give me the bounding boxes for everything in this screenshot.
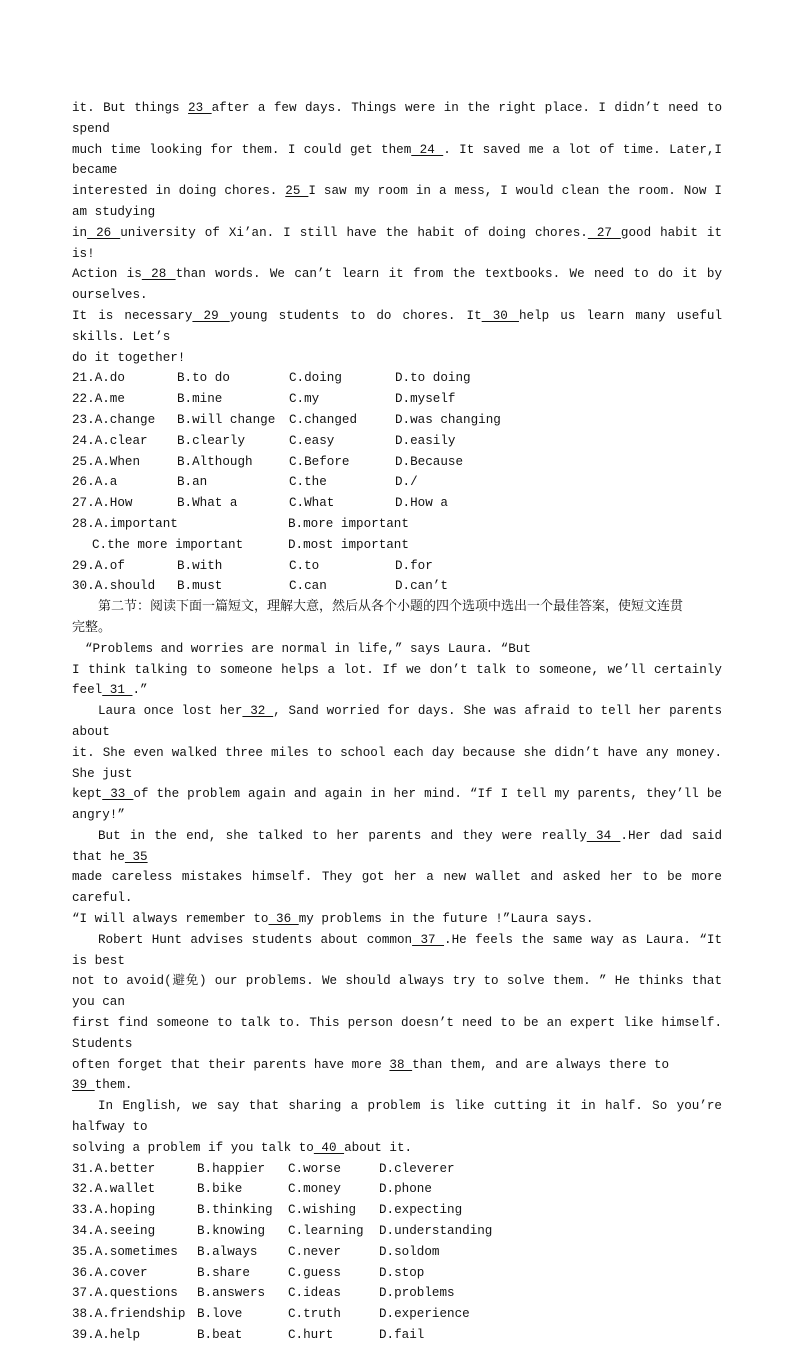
passage1-line: [72, 140, 722, 182]
text: them.: [94, 1078, 133, 1093]
question-row: [72, 389, 722, 410]
question-number: 33.: [72, 1203, 95, 1218]
option-d: D.stop: [379, 1265, 425, 1280]
option-b: B.will change: [177, 412, 276, 427]
text: young students to do chores. It: [229, 308, 482, 323]
option-a: A.do: [94, 371, 125, 386]
question-row: [72, 368, 722, 389]
option-d: D.expecting: [379, 1203, 463, 1218]
blank-29: 29: [192, 308, 230, 323]
text: I saw my room in a mess, I would clean the room. Now I am studying: [72, 184, 722, 219]
option-a: A.hoping: [94, 1203, 156, 1218]
question-row: [72, 1283, 722, 1304]
option-b: B.share: [197, 1265, 250, 1280]
option-c: C.money: [288, 1182, 341, 1197]
text: it. But things: [72, 101, 189, 115]
passage2-line: [72, 930, 722, 972]
text: .”: [132, 683, 148, 698]
option-c: C.What: [289, 496, 335, 511]
text: than them, and are always there to: [412, 1057, 670, 1072]
option-a: A.wallet: [94, 1182, 156, 1197]
blank-33: 33: [102, 787, 134, 802]
question-row: [72, 410, 722, 431]
option-b: B.knowing: [197, 1224, 266, 1239]
question-row: [72, 1179, 722, 1200]
option-b: B.an: [177, 475, 208, 490]
option-c: C.ideas: [288, 1286, 341, 1301]
question-number: 28.: [72, 516, 95, 531]
text: It is necessary: [72, 308, 193, 323]
text: of the problem again and again in her mind. “If I tell my parents, they’ll be angry!”: [72, 787, 722, 823]
question-row: [72, 1242, 722, 1263]
question-number: 36.: [72, 1265, 95, 1280]
passage2-line: [72, 909, 722, 930]
option-c: C.the more important: [92, 537, 244, 552]
option-a: A.clear: [94, 433, 148, 448]
blank-26: 26: [87, 225, 121, 240]
question-row: [72, 576, 722, 597]
blank-34: 34: [586, 828, 621, 843]
option-d: D.was changing: [395, 412, 501, 427]
option-c: C.changed: [289, 412, 358, 427]
question-number: 38.: [72, 1307, 95, 1322]
option-c: C.to: [289, 558, 320, 573]
text: . It saved me a lot of time. Later,I became: [72, 142, 722, 178]
passage2-line: [72, 701, 722, 743]
option-d: D.understanding: [379, 1224, 493, 1239]
option-d: D.for: [395, 558, 433, 573]
passage2-line: [72, 1075, 722, 1096]
option-b: B.beat: [197, 1328, 243, 1343]
option-c: C.learning: [288, 1224, 364, 1239]
question-row: [72, 493, 722, 514]
question-row: [72, 1221, 722, 1242]
option-b: B.love: [197, 1307, 243, 1322]
text: kept: [72, 787, 103, 802]
passage2-line: [72, 1138, 722, 1159]
text: “I will always remember to: [72, 912, 269, 927]
passage1-line: [72, 306, 722, 348]
option-b: B.answers: [197, 1286, 266, 1301]
passage2-line: [72, 867, 722, 909]
passage2-line: [72, 784, 722, 826]
option-b: B.thinking: [197, 1203, 273, 1218]
question-row-cont: [72, 535, 722, 556]
passage2-line: [72, 826, 722, 868]
option-c: C.worse: [288, 1161, 341, 1176]
passage1-line: [72, 223, 722, 265]
option-b: B.Although: [177, 454, 253, 469]
passage2-line: not to avoid(避免) our problems. We should always try to solve them. ” He thinks that you can: [72, 974, 722, 1010]
option-c: C.wishing: [288, 1203, 357, 1218]
blank-39: 39: [72, 1078, 95, 1093]
option-c: C.truth: [288, 1307, 341, 1322]
blank-30: 30: [481, 308, 519, 323]
option-a: A.of: [94, 558, 125, 573]
question-number: 23.: [72, 412, 95, 427]
question-row: [72, 472, 722, 493]
option-a: A.change: [94, 412, 156, 427]
section-instructions-cont: 完整。: [72, 619, 112, 635]
text: But in the end, she talked to her parents and they were really: [98, 828, 587, 843]
option-a: A.cover: [94, 1265, 148, 1280]
blank-31: 31: [102, 683, 133, 698]
option-a: A.help: [94, 1328, 141, 1343]
option-c: C.my: [289, 392, 320, 407]
question-number: 30.: [72, 579, 95, 594]
text: I think talking to someone helps a lot. If we don’t talk to someone, we’ll certainly feel: [72, 662, 722, 698]
option-b: B.to do: [177, 371, 230, 386]
text: about it.: [344, 1140, 413, 1155]
option-d: D.fail: [379, 1328, 425, 1343]
option-b: B.with: [177, 558, 223, 573]
passage2-line: it. She even walked three miles to school each day because she didn’t have any money. She just: [72, 745, 722, 781]
option-a: A.me: [94, 392, 125, 407]
question-number: 32.: [72, 1182, 95, 1197]
text: Action is: [72, 267, 142, 282]
question-row: [72, 452, 722, 473]
question-number: 29.: [72, 558, 95, 573]
question-number: 31.: [72, 1161, 95, 1176]
question-number: 26.: [72, 475, 95, 490]
option-b: B.bike: [197, 1182, 243, 1197]
blank-27: 27: [587, 225, 621, 240]
blank-40: 40: [313, 1140, 345, 1155]
passage2-line: first find someone to talk to. This person doesn’t need to be an expert like himself. Students: [72, 1016, 722, 1051]
option-c: C.guess: [288, 1265, 341, 1280]
text: .Her dad said that he: [72, 828, 723, 864]
text: Robert Hunt advises students about common: [98, 932, 413, 947]
option-c: C.easy: [289, 433, 335, 448]
text: often forget that their parents have more: [72, 1057, 390, 1072]
option-d: D.to doing: [395, 371, 471, 386]
question-row: [72, 431, 722, 452]
passage1-line: [72, 264, 722, 306]
blank-35: 35: [124, 849, 148, 864]
blank-25: 25: [285, 184, 309, 199]
question-row: [72, 1304, 722, 1325]
option-d: D.can’t: [395, 579, 448, 594]
option-c: C.doing: [289, 371, 342, 386]
option-c: C.can: [289, 579, 327, 594]
text: my problems in the future !”Laura says.: [298, 912, 594, 927]
blank-24: 24: [411, 142, 444, 157]
option-a: A.How: [94, 496, 133, 511]
blank-28: 28: [141, 267, 176, 282]
option-b: B.mine: [177, 392, 223, 407]
question-row: [72, 1200, 722, 1221]
option-a: A.a: [94, 475, 118, 490]
question-number: 25.: [72, 454, 95, 469]
question-number: 27.: [72, 496, 95, 511]
blank-23: 23: [188, 101, 212, 115]
text: , Sand worried for days. She was afraid to tell her parents about: [72, 704, 722, 739]
text: much time looking for them. I could get them: [72, 142, 412, 157]
option-a: A.better: [94, 1161, 156, 1176]
text: than words. We can’t learn it from the textbooks. We need to do it by ourselves.: [72, 267, 723, 303]
question-number: 39.: [72, 1328, 95, 1343]
question-number: 34.: [72, 1224, 95, 1239]
blank-36: 36: [268, 912, 299, 927]
text: good habit it is!: [72, 225, 723, 261]
text: solving a problem if you talk to: [72, 1140, 314, 1155]
blank-38: 38: [389, 1057, 413, 1072]
option-d: D.experience: [379, 1307, 470, 1322]
option-a: A.sometimes: [94, 1244, 178, 1259]
option-d: D.problems: [379, 1286, 455, 1301]
option-c: C.never: [288, 1244, 341, 1259]
option-b: B.clearly: [177, 433, 246, 448]
option-d: D.easily: [395, 433, 456, 448]
option-d: D.soldom: [379, 1244, 440, 1259]
option-a: A.important: [94, 516, 178, 531]
option-c: C.the: [289, 475, 327, 490]
passage2-line: In English, we say that sharing a problem is like cutting it in half. So you’re halfway to: [72, 1099, 722, 1135]
question-row: [72, 514, 722, 535]
text: after a few days. Things were in the right place. I didn’t need to spend: [72, 101, 722, 136]
question-number: 24.: [72, 433, 95, 448]
text: made careless mistakes himself. They got her a new wallet and asked her to be more careful.: [72, 870, 722, 906]
text: in: [72, 225, 88, 240]
passage2-line: [72, 1055, 722, 1076]
question-number: 35.: [72, 1244, 95, 1259]
section-instructions: 第二节：阅读下面一篇短文，理解大意，然后从各个小题的四个选项中选出一个最佳答案，使短文连贯: [98, 599, 684, 615]
passage2-line: [72, 660, 722, 702]
blank-32: 32: [242, 704, 274, 719]
option-b: B.happier: [197, 1161, 266, 1176]
text: Laura once lost her: [98, 704, 243, 719]
text: help us learn many useful skills. Let’s: [72, 308, 723, 344]
option-b: B.What a: [177, 496, 238, 511]
option-c: C.hurt: [288, 1328, 334, 1343]
option-d: D.most important: [288, 537, 409, 552]
passage2-line: “Problems and worries are normal in life,” says Laura. “But: [85, 641, 531, 656]
option-d: D.cleverer: [379, 1161, 455, 1176]
question-number: 37.: [72, 1286, 95, 1301]
question-row: [72, 1263, 722, 1284]
passage1-line: do it together!: [72, 350, 186, 365]
option-a: A.When: [94, 454, 141, 469]
question-row: [72, 1325, 722, 1346]
question-row: [72, 1159, 722, 1180]
option-c: C.Before: [289, 454, 350, 469]
option-b: B.always: [197, 1244, 258, 1259]
question-number: 21.: [72, 371, 95, 386]
option-d: D.Because: [395, 454, 464, 469]
option-d: D.How a: [395, 496, 448, 511]
blank-37: 37: [412, 932, 445, 947]
option-a: A.friendship: [94, 1307, 186, 1322]
option-d: D.myself: [395, 392, 456, 407]
text: university of Xi’an. I still have the habit of doing chores.: [120, 225, 588, 240]
option-b: B.must: [177, 579, 223, 594]
text: interested in doing chores.: [72, 184, 286, 199]
option-a: A.should: [94, 579, 156, 594]
option-a: A.questions: [94, 1286, 178, 1301]
question-number: 22.: [72, 392, 95, 407]
option-d: D.phone: [379, 1182, 432, 1197]
passage1-line: [72, 98, 722, 140]
text: .He feels the same way as Laura. “It is best: [72, 932, 722, 968]
worksheet-page: [72, 98, 722, 1346]
option-a: A.seeing: [94, 1224, 156, 1239]
passage1-line: [72, 181, 722, 223]
option-d: D./: [395, 475, 418, 490]
option-b: B.more important: [288, 516, 409, 531]
question-row: [72, 556, 722, 577]
